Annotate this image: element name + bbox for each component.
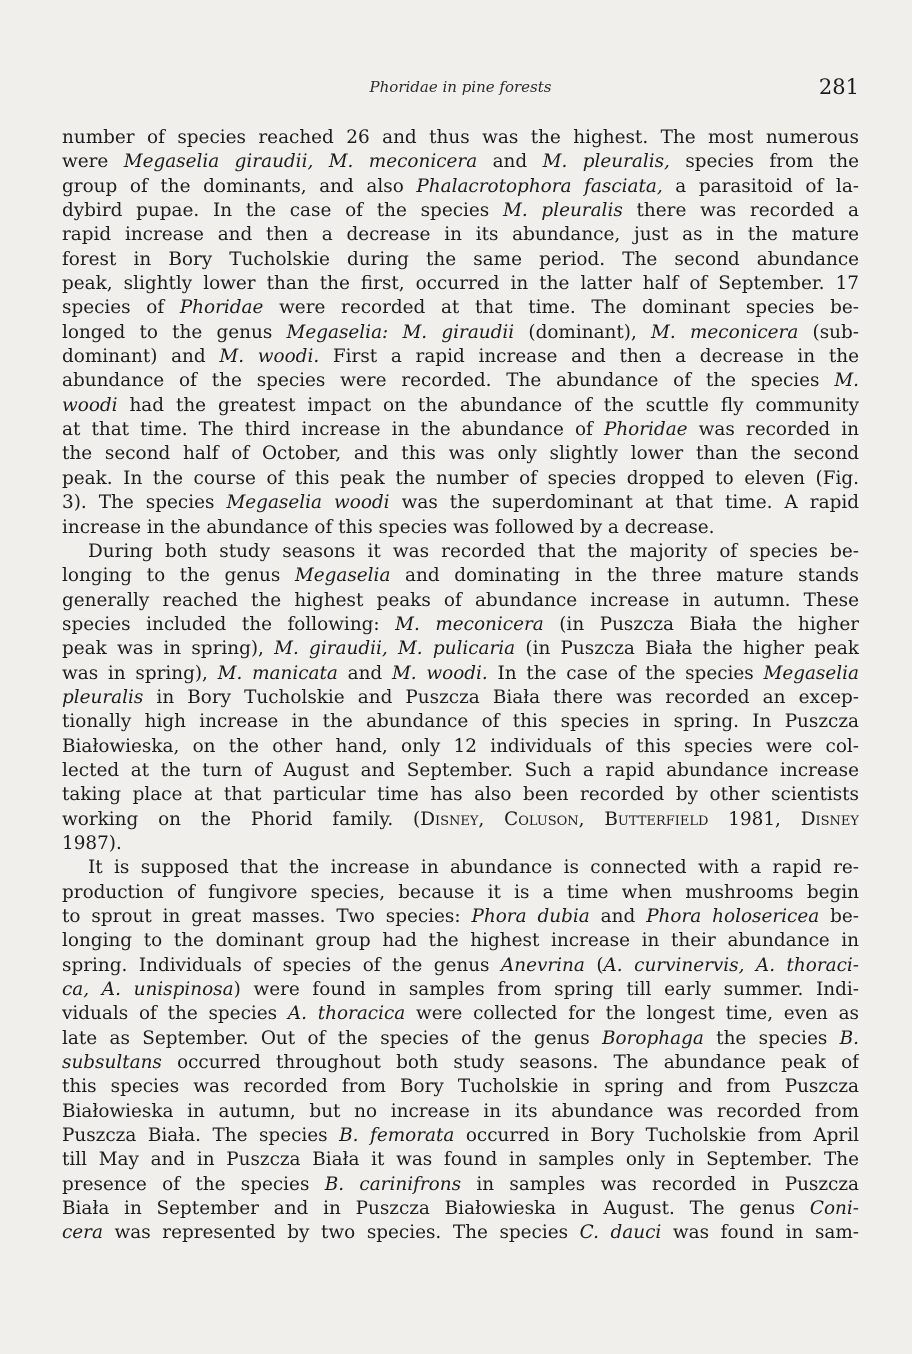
text-segment: increase in the abundance of this species was followed by a decrease. <box>62 516 715 538</box>
italic-text: A. curvinervis, A. thoraci- <box>603 954 859 976</box>
text-segment: and dominating in the three mature stands <box>390 565 859 587</box>
italic-text: B. femorata <box>339 1125 455 1147</box>
text-segment: there was recorded a <box>622 200 859 222</box>
italic-text: C. dauci <box>579 1222 662 1244</box>
italic-text: Megaselia <box>294 565 391 587</box>
text-line <box>62 686 859 710</box>
text-line <box>62 223 859 247</box>
italic-text: Phora holosericea <box>646 906 820 927</box>
italic-text: Borophaga <box>602 1027 704 1049</box>
text-segment: Białowieska in autumn, but no increase in its abundance was recorded from <box>62 1100 859 1122</box>
text-segment: had the greatest impact on the abundance of the scuttle fly community <box>117 394 859 416</box>
text-segment: working on the Phorid family. ( <box>62 808 421 830</box>
text-line <box>62 516 859 540</box>
text-segment: In the case of the species <box>487 662 764 684</box>
text-segment: dybird pupae. In the case of the species <box>62 200 503 222</box>
text-segment: generally reached the highest peaks of abundance increase in autumn. These <box>62 589 859 611</box>
italic-text: cera <box>62 1222 103 1244</box>
text-segment: was recorded in <box>687 419 859 441</box>
text-segment: the second half of October, and this was only slightly lower than the second <box>62 443 859 465</box>
text-line <box>62 394 859 418</box>
text-segment: and <box>337 662 392 684</box>
italic-text: M. woodi. <box>219 346 320 368</box>
text-line <box>62 345 859 369</box>
text-line <box>62 540 859 564</box>
text-segment: in Bory Tucholskie and Puszcza Biała there was recorded an excep- <box>143 686 859 708</box>
italic-text: Phoridae <box>179 297 264 319</box>
italic-text: Megaselia woodi <box>226 492 390 514</box>
text-segment: First a rapid increase and then a decrease in the <box>319 346 859 368</box>
italic-text: Coni- <box>809 1198 859 1220</box>
text-segment: species from the <box>669 151 859 173</box>
text-line <box>62 1197 859 1221</box>
small-caps-text: Disney <box>800 808 859 830</box>
text-line <box>62 856 859 880</box>
text-segment: 1987). <box>62 832 122 854</box>
text-line <box>62 589 859 613</box>
text-line <box>62 1027 859 1051</box>
text-line <box>62 126 859 150</box>
running-title: Phoridae in pine forests <box>369 78 552 96</box>
text-segment: occurred in Bory Tucholskie from April <box>454 1125 859 1147</box>
running-head <box>62 75 859 101</box>
text-line <box>62 881 859 905</box>
italic-text: M. pleuralis <box>502 200 623 222</box>
text-segment: to sprout in great masses. Two species: <box>62 906 472 927</box>
italic-text: Megaselia giraudii, M. meconicera <box>123 151 478 173</box>
text-line <box>62 735 859 759</box>
text-line <box>62 1124 859 1148</box>
text-segment: till May and in Puszcza Biała it was found in samples only in September. The <box>62 1149 859 1171</box>
text-segment: was represented by two species. The species <box>102 1222 580 1244</box>
italic-text: Phalacrotophora fasciata, <box>416 175 663 197</box>
text-segment: During both study seasons it was recorded that the majority of species be- <box>88 540 859 562</box>
text-segment: peak, slightly lower than the first, occurred in the latter half of September. 17 <box>62 273 859 295</box>
text-segment: were recorded at that time. The dominant species be- <box>263 297 859 319</box>
text-line <box>62 783 859 807</box>
text-line <box>62 1075 859 1099</box>
text-segment: species included the following: <box>62 613 396 635</box>
text-segment: were collected for the longest time, even as <box>405 1003 859 1025</box>
text-segment: (sub- <box>798 321 859 343</box>
text-segment: peak was in spring), <box>62 638 275 660</box>
text-line <box>62 1221 859 1245</box>
text-line <box>62 905 859 929</box>
italic-text: M. giraudii, M. pulicaria <box>274 638 516 660</box>
text-segment: taking place at that particular time has also been recorded by other scientists <box>62 784 859 806</box>
text-segment: peak. In the course of this peak the number of species dropped to eleven (Fig. <box>62 467 859 489</box>
italic-text: Megaselia: M. giraudii <box>286 321 515 343</box>
italic-text: A. thoracica <box>287 1003 406 1025</box>
text-line <box>62 150 859 174</box>
text-segment: the species <box>703 1027 840 1049</box>
text-segment: 3). The species <box>62 492 227 514</box>
italic-text: Megaselia <box>763 662 859 684</box>
text-segment: ) were found in samples from spring till early summer. Indi- <box>233 979 859 1001</box>
text-line <box>62 1173 859 1197</box>
text-segment: longed to the genus <box>62 321 287 343</box>
text-line <box>62 418 859 442</box>
text-segment: were <box>62 151 124 173</box>
text-line <box>62 662 859 686</box>
text-segment: be- <box>819 906 859 927</box>
text-line <box>62 442 859 466</box>
text-segment: tionally high increase in the abundance of this species in spring. In Puszcza <box>62 711 859 733</box>
text-line <box>62 272 859 296</box>
text-segment: longing to the genus <box>62 565 295 587</box>
page-number: 281 <box>818 75 859 99</box>
text-line <box>62 564 859 588</box>
text-line <box>62 1148 859 1172</box>
text-line <box>62 321 859 345</box>
text-segment: (dominant), <box>514 321 652 343</box>
italic-text: subsultans <box>62 1052 162 1074</box>
text-line <box>62 710 859 734</box>
italic-text: M. pleuralis, <box>542 151 670 173</box>
text-segment: species of <box>62 297 180 319</box>
text-line <box>62 637 859 661</box>
small-caps-text: Disney, Coluson, Butterfield <box>420 808 709 830</box>
italic-text: Phoridae <box>603 419 688 441</box>
text-segment: and <box>589 906 647 927</box>
text-segment: presence of the species <box>62 1173 325 1195</box>
text-segment: (in Puszcza Biała the higher peak <box>515 638 859 660</box>
text-segment: was the superdominant at that time. A rapid <box>389 492 859 514</box>
text-segment: abundance of the species were recorded. The abundance of the species <box>62 370 835 392</box>
text-line <box>62 199 859 223</box>
text-segment: dominant) and <box>62 346 220 368</box>
italic-text: Phora dubia <box>471 906 590 927</box>
text-line <box>62 808 859 832</box>
text-segment: occurred throughout both study seasons. The abundance peak of <box>161 1052 859 1074</box>
text-line <box>62 613 859 637</box>
italic-text: B. <box>839 1027 859 1049</box>
text-line <box>62 832 859 856</box>
text-line <box>62 467 859 491</box>
text-line <box>62 978 859 1002</box>
text-segment: Biała in September and in Puszcza Białowieska in August. The genus <box>62 1198 810 1220</box>
italic-text: B. carinifrons <box>324 1173 462 1195</box>
text-line <box>62 1002 859 1026</box>
text-line <box>62 1100 859 1124</box>
italic-text: pleuralis <box>62 686 144 708</box>
italic-text: M. manicata <box>217 662 338 684</box>
text-segment: number of species reached 26 and thus was the highest. The most numerous <box>62 127 859 148</box>
italic-text: M. meconicera <box>395 613 544 635</box>
text-line <box>62 369 859 393</box>
text-segment: forest in Bory Tucholskie during the same period. The second abundance <box>62 248 859 270</box>
body-text <box>62 126 859 1246</box>
text-segment: was found in sam- <box>661 1222 859 1244</box>
italic-text: Anevrina <box>500 954 585 976</box>
italic-text: M. meconicera <box>651 321 799 343</box>
text-segment: spring. Individuals of species of the genus <box>62 954 501 976</box>
text-segment: Białowieska, on the other hand, only 12 individuals of this species were col- <box>62 735 859 757</box>
text-segment: production of fungivore species, because it is a time when mushrooms begin <box>62 881 859 903</box>
text-segment: Puszcza Biała. The species <box>62 1125 340 1147</box>
text-line <box>62 1051 859 1075</box>
text-segment: rapid increase and then a decrease in its abundance, just as in the mature <box>62 224 859 246</box>
italic-text: woodi <box>62 394 118 416</box>
text-segment: ( <box>584 954 604 976</box>
text-line <box>62 491 859 515</box>
text-segment: this species was recorded from Bory Tucholskie in spring and from Puszcza <box>62 1076 859 1098</box>
italic-text: M. <box>834 370 859 392</box>
text-line <box>62 759 859 783</box>
text-segment: 1981, <box>708 808 801 830</box>
text-line <box>62 248 859 272</box>
text-segment: lected at the turn of August and September. Such a rapid abundance increase <box>62 759 859 781</box>
text-segment: It is supposed that the increase in abundance is connected with a rapid re- <box>88 857 859 879</box>
text-segment: a parasitoid of la- <box>662 175 859 197</box>
text-segment: group of the dominants, and also <box>62 175 417 197</box>
text-segment: at that time. The third increase in the abundance of <box>62 419 604 441</box>
text-segment: in samples was recorded in Puszcza <box>461 1173 859 1195</box>
text-line <box>62 296 859 320</box>
text-segment: was in spring), <box>62 662 218 684</box>
text-line <box>62 175 859 199</box>
text-segment: late as September. Out of the species of the genus <box>62 1027 603 1049</box>
text-line <box>62 929 859 953</box>
italic-text: ca, A. unispinosa <box>62 979 234 1001</box>
text-segment: and <box>477 151 543 173</box>
text-segment: longing to the dominant group had the highest increase in their abundance in <box>62 930 859 952</box>
text-segment: (in Puszcza Biała the higher <box>543 613 859 635</box>
italic-text: M. woodi. <box>391 662 488 684</box>
text-segment: viduals of the species <box>62 1003 288 1025</box>
text-line <box>62 954 859 978</box>
